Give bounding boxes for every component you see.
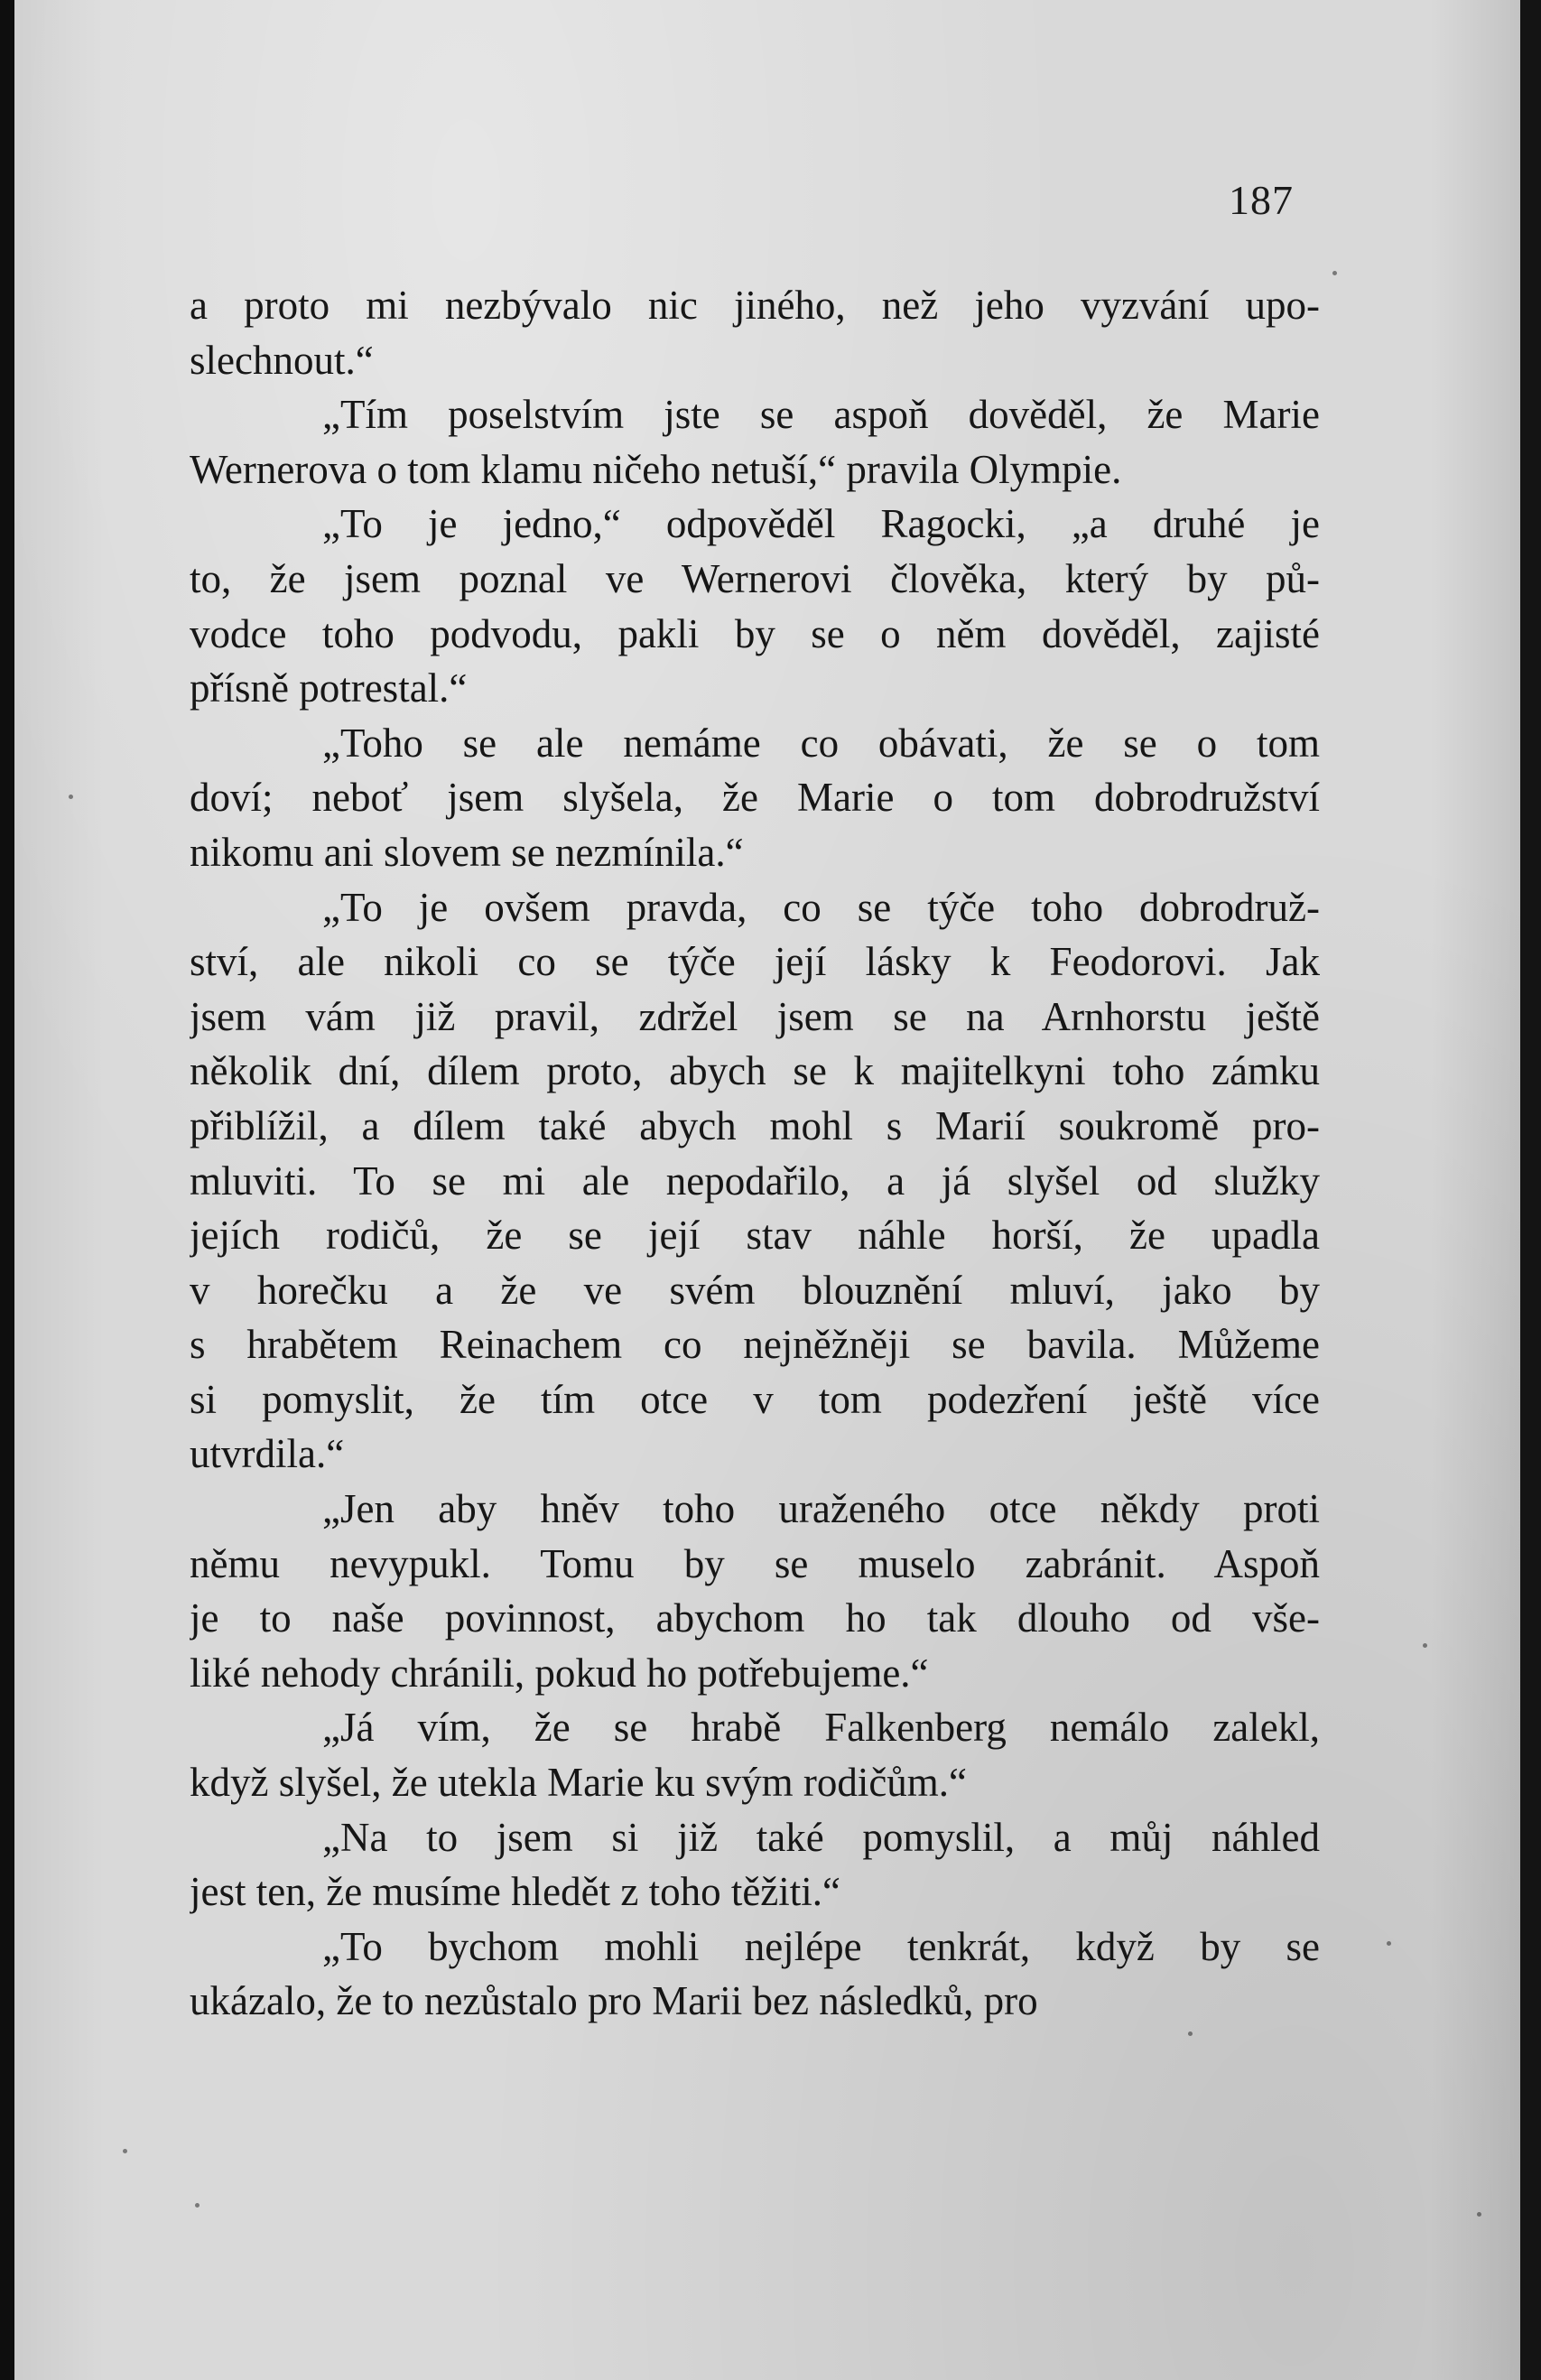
paragraph <box>190 278 1320 387</box>
text-line: a proto mi nezbývalo nic jiného, než jeho vyzvání upo- <box>190 283 1320 328</box>
text-line: „To je ovšem pravda, co se týče toho dobrodruž- <box>322 884 1320 930</box>
text-line: liké nehody chránili, pokud ho potřebujeme.“ <box>190 1650 929 1696</box>
text-line: „Tím poselstvím jste se aspoň dověděl, že Marie <box>322 392 1320 438</box>
text-line: je to naše povinnost, abychom ho tak dlouho od vše- <box>190 1595 1320 1641</box>
text-line: slechnout.“ <box>190 337 374 383</box>
text-line: jejích rodičů, že se její stav náhle horší, že upadla <box>190 1213 1320 1259</box>
text-line: ství, ale nikoli co se týče její lásky k Feodorovi. Jak <box>190 939 1320 985</box>
scan-speck <box>1188 2031 1193 2036</box>
scan-speck <box>1332 271 1337 275</box>
scan-speck <box>1423 1643 1427 1648</box>
text-line: „Jen aby hněv toho uraženého otce někdy proti <box>322 1486 1320 1532</box>
paragraph <box>190 1810 1320 1920</box>
text-line: s hrabětem Reinachem co nejněžněji se bavila. Můžeme <box>190 1322 1320 1368</box>
scan-speck <box>1387 1941 1391 1946</box>
scan-speck <box>69 795 73 799</box>
text-line: němu nevypukl. Tomu by se muselo zabránit. Aspoň <box>190 1540 1320 1586</box>
page-number: 187 <box>1229 177 1294 223</box>
book-page <box>14 0 1520 2380</box>
text-line: „Toho se ale nemáme co obávati, že se o tom <box>322 720 1320 766</box>
body-text <box>190 278 1320 2029</box>
scan-speck <box>1477 2212 1481 2217</box>
text-line: ukázalo, že to nezůstalo pro Marii bez následků, pro <box>190 1978 1038 2024</box>
text-line: přiblížil, a dílem také abych mohl s Marií soukromě pro- <box>190 1102 1320 1148</box>
paragraph <box>190 1482 1320 1700</box>
paragraph <box>190 880 1320 1483</box>
text-line: doví; neboť jsem slyšela, že Marie o tom dobrodružství <box>190 775 1320 821</box>
text-line: v horečku a že ve svém blouznění mluví, jako by <box>190 1267 1320 1313</box>
paragraph <box>190 1920 1320 2029</box>
paragraph <box>190 716 1320 880</box>
scan-speck <box>123 2149 127 2153</box>
text-line: jest ten, že musíme hledět z toho těžiti.“ <box>190 1869 841 1915</box>
text-line: „To je jedno,“ odpověděl Ragocki, „a druhé je <box>322 501 1320 547</box>
text-line: když slyšel, že utekla Marie ku svým rodičům.“ <box>190 1760 968 1806</box>
paragraph <box>190 497 1320 715</box>
text-line: „Na to jsem si již také pomyslil, a můj náhled <box>322 1814 1320 1860</box>
right-scan-border <box>1520 0 1541 2380</box>
scan-speck <box>195 2203 200 2208</box>
left-scan-border <box>0 0 14 2380</box>
text-line: Wernerova o tom klamu ničeho netuší,“ pravila Olympie. <box>190 446 1122 492</box>
paragraph <box>190 1700 1320 1809</box>
text-line: „To bychom mohli nejlépe tenkrát, když by se <box>322 1923 1320 1969</box>
text-line: to, že jsem poznal ve Wernerovi člověka, který by pů- <box>190 555 1320 601</box>
text-line: jsem vám již pravil, zdržel jsem se na Arnhorstu ještě <box>190 993 1320 1039</box>
text-line: přísně potrestal.“ <box>190 665 468 711</box>
text-line: nikomu ani slovem se nezmínila.“ <box>190 829 744 875</box>
text-line: několik dní, dílem proto, abych se k majitelkyni toho zámku <box>190 1048 1320 1094</box>
text-line: si pomyslit, že tím otce v tom podezření ještě více <box>190 1376 1320 1422</box>
text-line: „Já vím, že se hrabě Falkenberg nemálo zalekl, <box>322 1705 1320 1751</box>
paragraph <box>190 387 1320 497</box>
text-line: utvrdila.“ <box>190 1431 345 1477</box>
text-line: mluviti. To se mi ale nepodařilo, a já slyšel od služky <box>190 1157 1320 1204</box>
text-line: vodce toho podvodu, pakli by se o něm dověděl, zajisté <box>190 610 1320 656</box>
